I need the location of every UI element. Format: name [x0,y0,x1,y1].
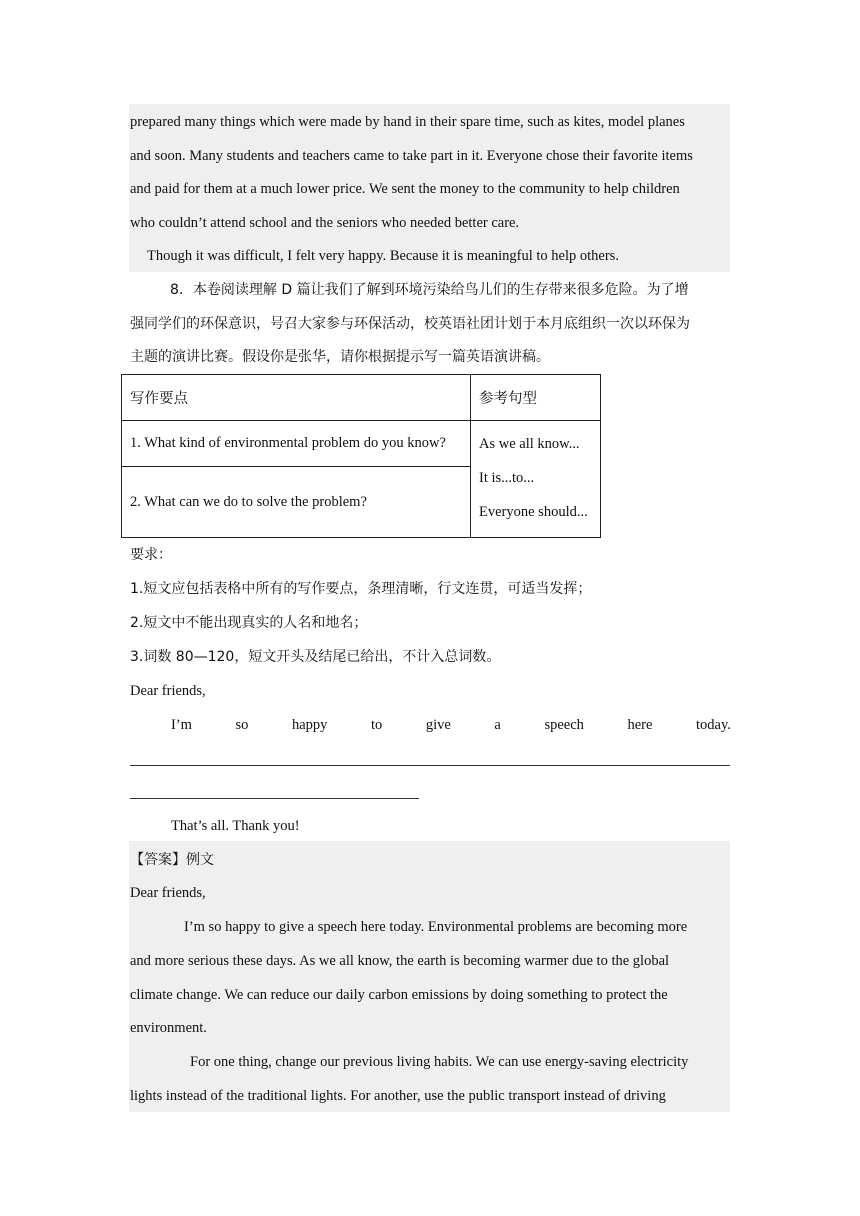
continuation-line: prepared many things which were made by hand in their spare time, such as kites, model planes [130,114,685,130]
requirement-item: 1.短文应包括表格中所有的写作要点，条理清晰，行文连贯，可适当发挥； [130,581,592,597]
answer-blank-line [130,765,730,766]
question-line: 8．本卷阅读理解 D 篇让我们了解到环境污染给鸟儿们的生存带来很多危险。为了增 [170,282,689,298]
answer-line: environment. [130,1020,207,1036]
answer-line: For one thing, change our previous living habits. We can use energy-saving electricity [190,1054,689,1070]
table-patterns-cell [471,421,601,538]
table-point-1: 1. What kind of environmental problem do you know? [122,421,471,467]
answer-label: 【答案】例文 [130,852,214,868]
writing-points-table [121,374,601,538]
question-line: 强同学们的环保意识，号召大家参与环保活动，校英语社团计划于本月底组织一次以环保为 [130,316,690,332]
answer-line: and more serious these days. As we all know, the earth is becoming warmer due to the global [130,953,670,969]
opening-word: here [627,717,653,733]
opening-word: give [425,717,451,733]
pattern-line: Everyone should... [479,504,588,520]
requirement-item: 2.短文中不能出现真实的人名和地名； [130,615,368,631]
opening-word: so [235,717,249,733]
continuation-line: and soon. Many students and teachers came to take part in it. Everyone chose their favorite items [130,148,693,164]
opening-word: a [494,717,501,733]
answer-blank-line [130,798,419,799]
opening-word: I’m [171,717,192,733]
opening-word: speech [544,717,584,733]
answer-line: lights instead of the traditional lights. For another, use the public transport instead of driving [130,1088,666,1104]
table-point-2: 2. What can we do to solve the problem? [122,467,471,538]
answer-line: climate change. We can reduce our daily carbon emissions by doing something to protect the [130,987,668,1003]
question-line: 主题的演讲比赛。假设你是张华，请你根据提示写一篇英语演讲稿。 [130,349,550,365]
opening-word: happy [292,717,328,733]
pattern-line: As we all know... [479,436,580,452]
answer-line: I’m so happy to give a speech here today. Environmental problems are becoming more [184,919,688,935]
table-header-points: 写作要点 [122,375,471,421]
prompt-opening [171,715,731,735]
opening-word: to [371,717,383,733]
continuation-line: Though it was difficult, I felt very happy. Because it is meaningful to help others. [147,248,619,264]
requirements-title: 要求： [130,547,172,563]
prompt-greeting: Dear friends, [130,683,206,699]
pattern-line: It is...to... [479,470,535,486]
opening-word: today. [696,717,731,733]
table-header-patterns: 参考句型 [471,375,601,421]
continuation-line: who couldn’t attend school and the seniors who needed better care. [130,215,520,231]
requirement-item: 3.词数 80—120，短文开头及结尾已给出，不计入总词数。 [130,649,501,665]
prompt-closing: That’s all. Thank you! [171,818,300,834]
answer-greeting: Dear friends, [130,885,206,901]
continuation-line: and paid for them at a much lower price. We sent the money to the community to help children [130,181,680,197]
